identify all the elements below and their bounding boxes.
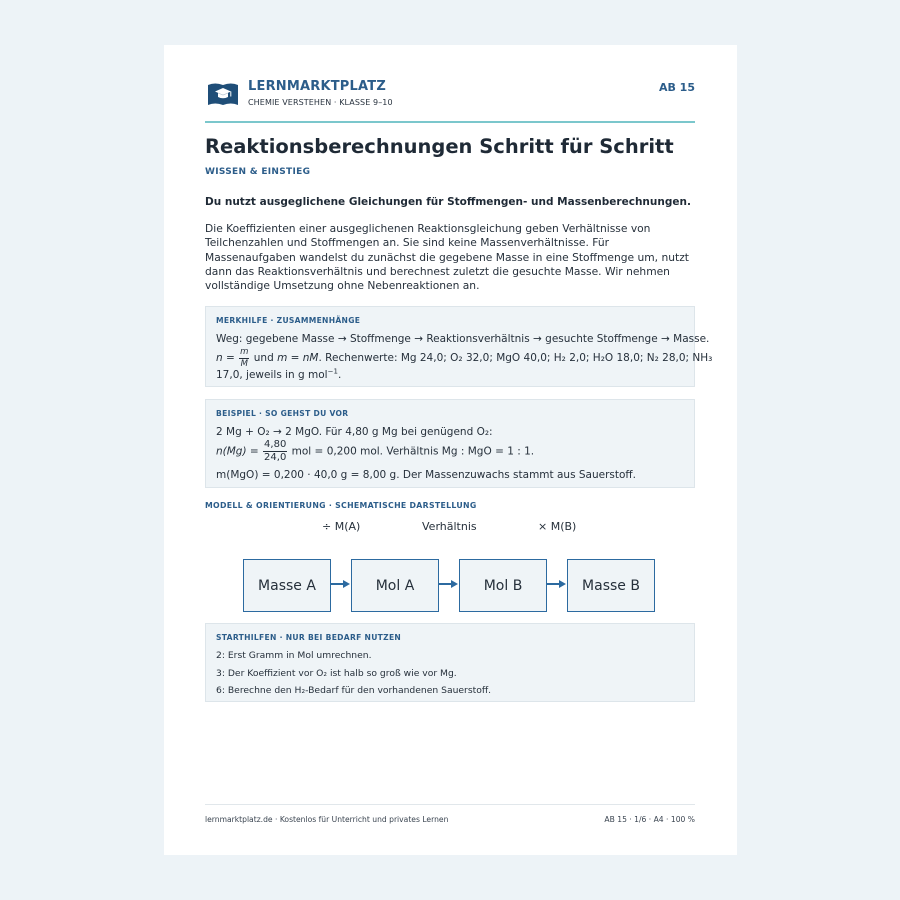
merkhilfe-unit-exponent: −1: [327, 367, 338, 376]
mass-equation: m(MgO) = 0,200 · 40,0 g = 8,00 g: [216, 469, 397, 481]
merkhilfe-line-3: [216, 369, 341, 381]
model-heading: MODELL & ORIENTIERUNG · SCHEMATISCHE DARSTELLUNG: [205, 501, 477, 510]
section-kicker: WISSEN & EINSTIEG: [205, 167, 311, 177]
starthilfe-item: 2: Erst Gramm in Mol umrechnen.: [216, 650, 372, 661]
starthilfen-heading: STARTHILFEN · NUR BEI BEDARF NUTZEN: [216, 633, 402, 642]
amount-fraction: [263, 440, 287, 463]
beispiel-line-1: [216, 426, 493, 438]
starthilfe-item: 3: Der Koeffizient vor O₂ ist halb so groß wie vor Mg.: [216, 668, 457, 679]
open-book-graduation-cap-icon: [207, 81, 239, 107]
lead-sentence: Du nutzt ausgeglichene Gleichungen für Stoffmengen- und Massenberechnungen.: [205, 196, 691, 208]
merkhilfe-end: .: [337, 369, 342, 381]
footer-page-info: AB 15 · 1/6 · A4 · 100 %: [604, 815, 695, 824]
footer-source: lernmarktplatz.de · Kostenlos für Unterricht und privates Lernen: [205, 815, 449, 824]
merkhilfe-values: . Rechenwerte: Mg 24,0; O₂ 32,0; MgO 40,0; H₂ 2,0; H₂O 18,0; N₂ 28,0; NH₃: [318, 352, 713, 364]
beispiel-line-2: [216, 440, 534, 463]
beispiel-line-3-rest: . Der Massenzuwachs stammt aus Sauerstoff.: [396, 469, 636, 481]
header-divider: [205, 121, 695, 123]
flow-box-masse-b: Masse B: [567, 559, 655, 612]
beispiel-line-1-rest: . Für 4,80 g Mg bei genügend O₂:: [318, 426, 493, 438]
formula-denominator: M: [240, 358, 248, 369]
operation-divide-ma: ÷ M(A): [322, 520, 361, 533]
formula-m-rhs: m = nM: [277, 352, 319, 364]
intro-paragraph: Die Koeffizienten einer ausgeglichenen Reaktionsgleichung geben Verhältnisse von Teilchenzahlen und Stoffmengen an. Sie sind keine Massenverhältnisse. Für Massenaufgaben wandelst du zunächst die gegebene Masse in eine Stoffmenge um, nutzt dann das Reaktionsverhältnis und berechnest zuletzt die gesuchte Masse. Wir nehmen vollständige Umsetzung ohne Nebenreaktionen an.: [205, 222, 689, 293]
starthilfe-item: 6: Berechne den H₂-Bedarf für den vorhandenen Sauerstoff.: [216, 685, 492, 696]
merkhilfe-line-2: [216, 348, 712, 368]
page-title: Reaktionsberechnungen Schritt für Schritt: [205, 135, 674, 158]
brand-subtitle: CHEMIE VERSTEHEN · KLASSE 9–10: [248, 98, 393, 107]
formula-fraction: [239, 348, 249, 368]
worksheet-page: [164, 45, 737, 855]
flow-box-mol-b: Mol B: [459, 559, 547, 612]
amount-denominator: 24,0: [264, 452, 287, 463]
beispiel-box: [205, 399, 695, 488]
amount-lhs: n(Mg) =: [216, 445, 263, 458]
merkhilfe-heading: MERKHILFE · ZUSAMMENHÄNGE: [216, 316, 361, 325]
reaction-equation: 2 Mg + O₂ → 2 MgO: [216, 426, 319, 438]
operation-multiply-mb: × M(B): [538, 520, 577, 533]
merkhilfe-unit-text: 17,0, jeweils in g mol: [216, 369, 328, 381]
formula-n-lhs: n =: [216, 352, 239, 364]
page-content: [205, 45, 713, 855]
beispiel-line-2-rest: . Verhältnis Mg : MgO = 1 : 1.: [379, 445, 535, 458]
brand-name: LERNMARKTPLATZ: [248, 79, 386, 94]
flow-box-masse-a: Masse A: [243, 559, 331, 612]
formula-connector: und: [250, 352, 278, 364]
footer-divider: [205, 804, 695, 805]
merkhilfe-line-1: Weg: gegebene Masse → Stoffmenge → Reaktionsverhältnis → gesuchte Stoffmenge → Masse.: [216, 333, 710, 345]
formula-numerator: m: [240, 347, 249, 357]
beispiel-heading: BEISPIEL · SO GEHST DU VOR: [216, 409, 349, 418]
flow-box-mol-a: Mol A: [351, 559, 439, 612]
beispiel-line-3: [216, 469, 636, 481]
amount-numerator: 4,80: [264, 439, 287, 450]
amount-result: mol = 0,200 mol: [288, 445, 380, 458]
merkhilfe-box: [205, 306, 713, 387]
sheet-id: AB 15: [658, 81, 695, 94]
starthilfen-box: [205, 623, 695, 702]
operation-ratio: Verhältnis: [422, 520, 477, 533]
